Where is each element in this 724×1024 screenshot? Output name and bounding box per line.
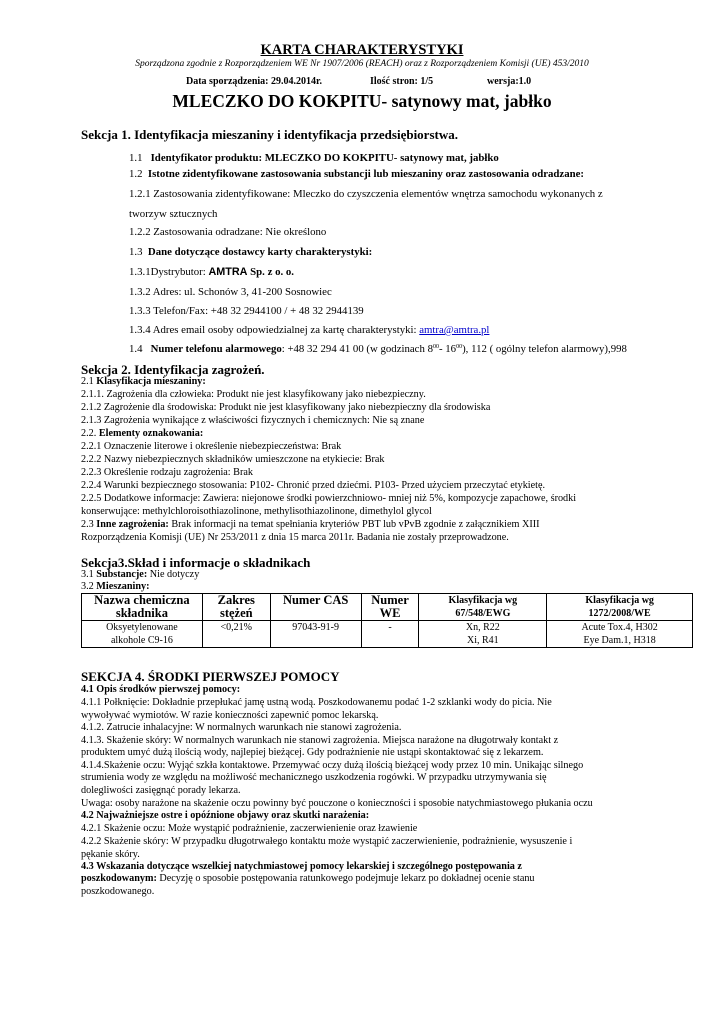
header-concentration: Zakres stężeń [202,594,270,621]
email-label: 1.3.4 Adres email osoby odpowiedzialnej za kartę charakterystyki: [129,324,417,336]
item-2-2-2: 2.2.2 Nazwy niebezpiecznych składników umieszczone na etykiecie: Brak [81,454,385,465]
item-text: Istotne zidentyfikowane zastosowania substancji lub mieszaniny oraz zastosowania odradzane: [147,168,584,180]
distributor-label: 1.3.1Dystrybutor: [129,266,206,278]
item-1-2 [129,168,584,180]
item-1-3-4 [129,324,489,336]
item-2-3 [81,519,540,530]
section-2-heading: Sekcja 2. Identyfikacja zagrożeń. [81,362,265,377]
item-text: Brak informacji na temat spełniania kryteriów PBT lub vPvB zgodnie z załącznikiem XIII [168,519,540,530]
item-text: Dane dotyczące dostawcy karty charakterystyki: [147,246,373,258]
item-label: Elementy oznakowania: [98,428,204,439]
creation-date: Data sporządzenia: 29.04.2014r. [186,76,323,87]
header-chemical-name: Nazwa chemiczna składnika [82,594,203,621]
item-number: 1.1 [129,152,143,164]
version: wersja:1.0 [487,76,532,87]
item-4-1-3-line2: produktem umyć dużą ilością wody, najlepiej bieżącej. Gdy podrażnienie nie ustąpi skontaktować się z lekarzem. [81,747,544,758]
item-number: 1.4 [129,343,143,355]
item-2-2 [81,428,203,439]
item-4-1-4-note: Uwaga: osoby narażone na skażenie oczu powinny być pouczone o konieczności i sposobie natychmiastowego płukania oczu [81,798,593,809]
item-4-2-1: 4.2.1 Skażenie oczu: Może wystąpić podrażnienie, zaczerwienienie oraz łzawienie [81,823,418,834]
alarm-text-a: : +48 32 294 41 00 (w godzinach 8 [281,343,433,355]
cell-cas-number: 97043-91-9 [270,621,361,648]
table-row [82,621,693,648]
alarm-text-c: ), 112 ( ogólny telefon alarmowy),998 [462,343,627,355]
header-classification-67-548: Klasyfikacja wg 67/548/EWG [419,594,547,621]
item-2-1-1: 2.1.1. Zagrożenia dla człowieka: Produkt nie jest klasyfikowany jako niebezpieczny. [81,389,426,400]
item-4-1-2: 4.1.2. Zatrucie inhalacyjne: W normalnych warunkach nie stanowi zagrożenia. [81,722,402,733]
amtra-logo-text: AMTRA [208,266,248,278]
item-1-2-1-line2: tworzyw sztucznych [129,208,218,220]
item-text: Identyfikator produktu: MLECZKO DO KOKPITU- satynowy mat, jabłko [150,152,499,164]
contact-email-link[interactable]: amtra@amtra.pl [419,324,490,336]
item-text: Nie dotyczy [147,569,200,580]
item-1-2-2: 1.2.2 Zastosowania odradzane: Nie określono [129,226,327,238]
alarm-text-b: - 16 [438,343,457,355]
item-text: Decyzję o sposobie postępowania ratunkowego podejmuje lekarz po dokładnej ocenie stanu [156,873,535,884]
cell-classification-67-548: Xn, R22 Xi, R41 [419,621,547,648]
item-number: 2.1 [81,376,94,387]
item-4-1-1-line1: 4.1.1 Połknięcie: Dokładnie przepłukać jamę ustną wodą. Poszkodowanemu podać 1-2 szklanki wody do picia. Nie [81,697,552,708]
item-1-1 [129,152,499,164]
item-label: Substancje: [96,569,148,580]
item-4-1-4-line2: strumienia wody ze względu na możliwość mechanicznego uszkodzenia rogówki. W przypadku utrzymywania się [81,772,547,783]
item-2-2-5-line1: 2.2.5 Dodatkowe informacje: Zawiera: niejonowe środki powierzchniowo- mniej niż 5%, kompozycje zapachowe, środki [81,493,577,504]
cell-concentration: <0,21% [202,621,270,648]
item-4-1-1-line2: wywoływać wymiotów. W razie konieczności zapewnić pomoc lekarską. [81,710,379,721]
item-4-2-2-line2: pękanie skóry. [81,849,140,860]
item-1-4 [129,343,627,355]
header-cas-number: Numer CAS [270,594,361,621]
item-2-1-2: 2.1.2 Zagrożenie dla środowiska: Produkt nie jest klasyfikowany jako niebezpieczny dla środowiska [81,402,491,413]
header-classification-1272-2008: Klasyfikacja wg 1272/2008/WE [547,594,693,621]
item-4-2-2-line1: 4.2.2 Skażenie skóry: W przypadku długotrwałego kontaktu może wystąpić zaczerwienienie, podrażnienie, wysuszenie i [81,836,573,847]
cell-chemical-name: Oksyetylenowane alkohole C9-16 [82,621,203,648]
item-number: 2.2. [81,428,97,439]
item-4-3-line1: 4.3 Wskazania dotyczące wszelkiej natychmiastowej pomocy lekarskiej i szczególnego postępowania z [81,861,522,872]
item-4-3-line3: poszkodowanego. [81,886,155,897]
sup-hour-a: 00 [432,344,439,350]
item-2-2-3: 2.2.3 Określenie rodzaju zagrożenia: Brak [81,467,253,478]
table-header-row [82,594,693,621]
item-2-2-4: 2.2.4 Warunki bezpiecznego stosowania: P102- Chronić przed dziećmi. P103- Przed użyciem przeczytać etykietę. [81,480,546,491]
item-4-1-4-line3: dolegliwości zasięgnąć porady lekarza. [81,785,241,796]
sup-hour-b: 00 [456,344,463,350]
item-label: poszkodowanym: [81,873,157,884]
item-2-2-1: 2.2.1 Oznaczenie literowe i określenie niebezpieczeństwa: Brak [81,441,342,452]
item-4-1: 4.1 Opis środków pierwszej pomocy: [81,684,241,695]
cell-ec-number: - [361,621,419,648]
header-ec-number: Numer WE [361,594,419,621]
item-2-2-5-line2: konserwujące: methylchloroisothiazolinone, methylisothiazolinone, dimethylol glycol [81,506,432,517]
item-1-3-1 [129,266,294,278]
item-number: 3.1 [81,569,94,580]
item-label: Mieszaniny: [96,581,150,592]
company-suffix: Sp. z o. o. [250,266,294,278]
section-3-heading: Sekcja3.Skład i informacje o składnikach [81,555,311,570]
item-4-1-3-line1: 4.1.3. Skażenie skóry: W normalnych warunkach nie stanowi zagrożenia. Miejsca narażone na długotrwały kontakt z [81,735,559,746]
item-4-3-line2 [81,873,535,884]
document-title: KARTA CHARAKTERYSTYKI [260,42,464,58]
alarm-label: Numer telefonu alarmowego [150,343,282,355]
item-label: Klasyfikacja mieszaniny: [96,376,206,387]
item-2-3-line2: Rozporządzenia Komisji (UE) Nr 253/2011 z dnia 15 marca 2011r. Badania nie zostały przeprowadzone. [81,532,509,543]
item-number: 1.3 [129,246,143,258]
item-2-1 [81,376,206,387]
item-number: 1.2 [129,168,143,180]
item-1-3-2: 1.3.2 Adres: ul. Schonów 3, 41-200 Sosnowiec [129,286,332,298]
item-4-1-4-line1: 4.1.4.Skażenie oczu: Wyjąć szkła kontaktowe. Przemywać oczy dużą ilością bieżącej wody przez 10 min. Unikając silnego [81,760,584,771]
item-3-2 [81,581,149,592]
item-1-3-3: 1.3.3 Telefon/Fax: +48 32 2944100 / + 48 32 2944139 [129,305,364,317]
item-4-2: 4.2 Najważniejsze ostre i opóźnione objawy oraz skutki narażenia: [81,810,370,821]
item-3-1 [81,569,199,580]
composition-table [81,593,693,648]
item-label: Inne zagrożenia: [96,519,169,530]
item-number: 2.3 [81,519,94,530]
cell-classification-1272-2008: Acute Tox.4, H302 Eye Dam.1, H318 [547,621,693,648]
section-1-heading: Sekcja 1. Identyfikacja mieszaniny i identyfikacja przedsiębiorstwa. [81,127,458,142]
item-number: 3.2 [81,581,94,592]
item-1-2-1-line1: 1.2.1 Zastosowania zidentyfikowane: Mleczko do czyszczenia elementów wnętrza samochodu wykonanych z [129,188,603,200]
product-name: MLECZKO DO KOKPITU- satynowy mat, jabłko [172,91,552,111]
section-4-heading: SEKCJA 4. ŚRODKI PIERWSZEJ POMOCY [81,669,340,684]
item-1-3 [129,246,372,258]
item-2-1-3: 2.1.3 Zagrożenia wynikające z właściwości fizycznych i chemicznych: Nie są znane [81,415,425,426]
regulation-subtitle: Sporządzona zgodnie z Rozporządzeniem WE Nr 1907/2006 (REACH) oraz z Rozporządzeniem Komisji (UE) 453/2010 [135,59,589,69]
page-count: Ilość stron: 1/5 [370,76,434,87]
